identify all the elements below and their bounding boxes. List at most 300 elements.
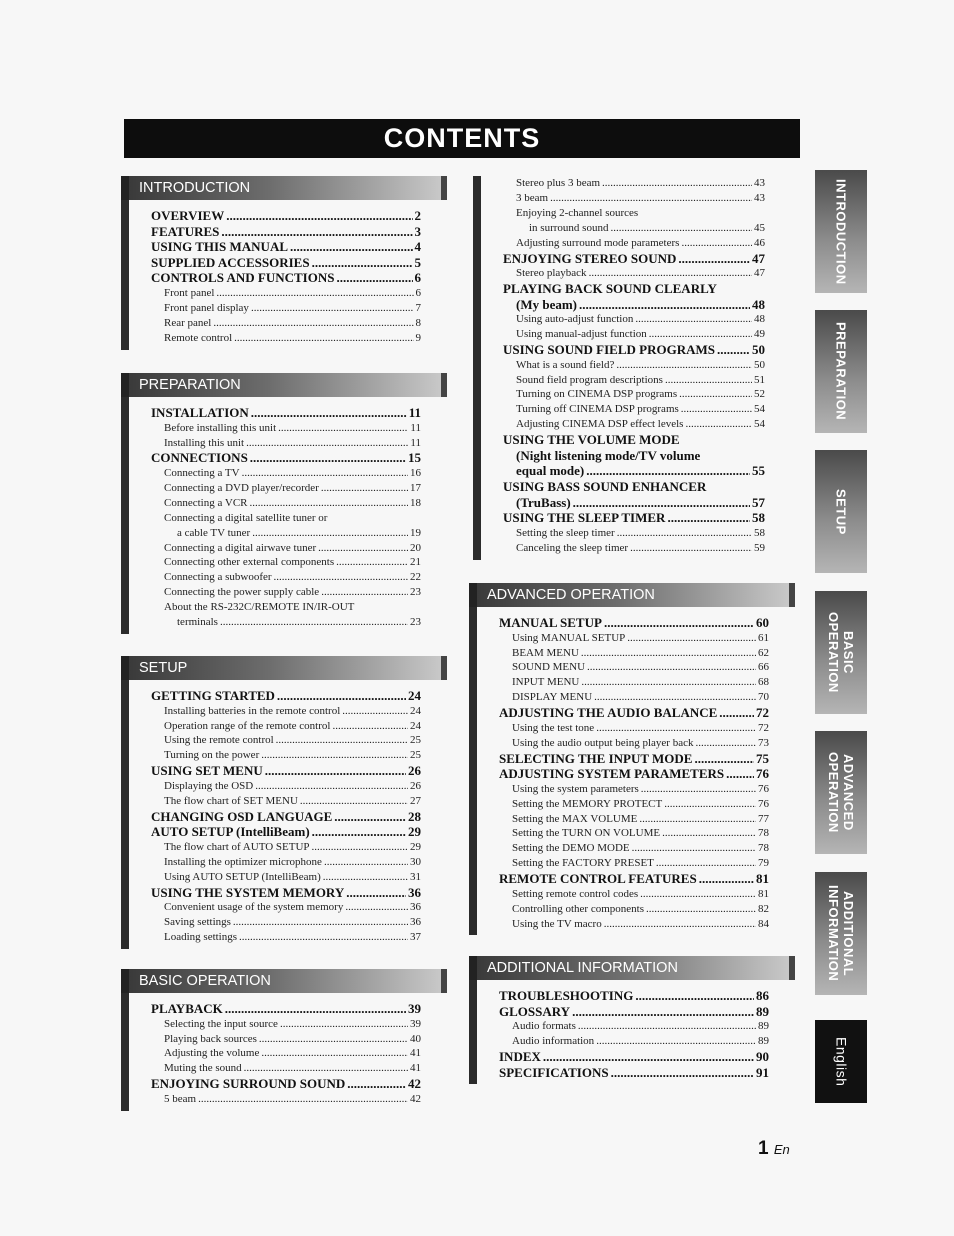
toc-entry-title: Connecting a DVD player/recorder: [164, 481, 319, 494]
toc-entry-page: 24: [408, 688, 421, 703]
section-body: [121, 993, 447, 1111]
toc-entry[interactable]: [151, 526, 421, 541]
toc-entry-title: Front panel: [164, 286, 215, 299]
toc-entry[interactable]: [151, 331, 421, 346]
toc-entry[interactable]: [151, 733, 421, 748]
toc-entry-page: 29: [408, 824, 421, 840]
leader-dots: [610, 221, 752, 236]
leader-dots: [198, 1092, 408, 1107]
toc-entry[interactable]: [503, 312, 765, 327]
toc-entry[interactable]: [151, 466, 421, 481]
toc-entry-title: CONNECTIONS: [151, 450, 248, 466]
tab-basic-operation[interactable]: [815, 591, 867, 714]
leader-dots: [220, 615, 408, 630]
toc-entry[interactable]: [499, 812, 769, 827]
leader-dots: [587, 660, 756, 675]
leader-dots: [261, 1046, 408, 1061]
leader-dots: [604, 615, 754, 631]
toc-entry[interactable]: [499, 826, 769, 841]
toc-entry[interactable]: [499, 705, 769, 721]
toc-entry[interactable]: [503, 387, 765, 402]
toc-entry-title: a cable TV tuner: [177, 526, 251, 539]
toc-entry-page: 50: [754, 358, 765, 371]
toc-entry-page: 37: [410, 930, 421, 943]
toc-entry[interactable]: [499, 1019, 769, 1034]
toc-entry[interactable]: [151, 208, 421, 224]
toc-entry[interactable]: [503, 373, 765, 388]
toc-entry[interactable]: [499, 782, 769, 797]
toc-entry[interactable]: [499, 871, 769, 887]
leader-dots: [656, 856, 756, 871]
toc-entry-title: Operation range of the remote control: [164, 719, 331, 732]
toc-entry-title: Stereo playback: [516, 267, 587, 280]
leader-dots: [255, 779, 408, 794]
toc-entry[interactable]: [151, 779, 421, 794]
leader-dots: [324, 855, 408, 870]
toc-entry[interactable]: [151, 301, 421, 316]
tab-label: ADVANCED OPERATION: [826, 752, 856, 833]
leader-dots: [323, 870, 408, 885]
tab-label: SETUP: [833, 488, 849, 535]
toc-entry-title: SELECTING THE INPUT MODE: [499, 750, 693, 766]
page-number: [758, 1138, 790, 1160]
toc-entry[interactable]: [151, 1046, 421, 1061]
toc-entry-title: Setting the MEMORY PROTECT: [512, 797, 663, 810]
tab-english[interactable]: [815, 1020, 867, 1103]
section-body: [469, 607, 795, 935]
toc-entry[interactable]: [503, 402, 765, 417]
leader-dots: [681, 236, 752, 251]
toc-entry-page: 42: [408, 1076, 421, 1092]
tab-advanced-operation[interactable]: [815, 731, 867, 854]
leader-dots: [632, 841, 756, 856]
toc-entry[interactable]: [503, 541, 765, 556]
tab-label: BASIC OPERATION: [826, 612, 856, 693]
toc-entry[interactable]: [503, 327, 765, 342]
toc-entry[interactable]: [499, 675, 769, 690]
toc-entry[interactable]: [151, 840, 421, 855]
toc-entry-title: Stereo plus 3 beam: [516, 177, 601, 189]
toc-entry[interactable]: [503, 236, 765, 251]
toc-entry[interactable]: [499, 988, 769, 1004]
toc-entry-page: 89: [756, 1003, 769, 1019]
toc-entry-page: 40: [410, 1032, 421, 1045]
tab-additional-information[interactable]: [815, 872, 867, 995]
toc-entry-title: The flow chart of SET MENU: [164, 794, 298, 807]
leader-dots: [550, 191, 752, 206]
toc-entry-page: 43: [754, 177, 765, 189]
toc-entry[interactable]: [151, 1017, 421, 1032]
toc-entry-title: Setting the TURN ON VOLUME: [512, 827, 661, 840]
toc-entry-title: Using the TV macro: [512, 917, 602, 930]
toc-entry-page: 59: [754, 541, 765, 554]
toc-entry[interactable]: [499, 1034, 769, 1049]
toc-entry[interactable]: [151, 1061, 421, 1076]
section-body: [473, 176, 791, 560]
toc-entry-page: 26: [410, 779, 421, 792]
leader-dots: [640, 887, 756, 902]
toc-entry[interactable]: [499, 721, 769, 736]
leader-dots: [244, 1061, 408, 1076]
toc-entry-title: Audio information: [512, 1035, 595, 1048]
toc-entry[interactable]: [151, 809, 421, 825]
toc-entry-page: 50: [752, 342, 765, 358]
section-body: [469, 980, 795, 1084]
tab-preparation[interactable]: [815, 310, 867, 433]
toc-entry-page: 86: [756, 988, 769, 1003]
leader-dots: [579, 297, 750, 313]
toc-entry-title: PLAYBACK: [151, 1001, 223, 1016]
toc-entry-page: 41: [410, 1062, 421, 1075]
section-heading: INTRODUCTION: [121, 176, 447, 200]
toc-entry-title: AUTO SETUP (IntelliBeam): [151, 824, 310, 840]
toc-entry[interactable]: [151, 555, 421, 570]
toc-entry[interactable]: [151, 255, 421, 271]
toc-entry[interactable]: [499, 660, 769, 675]
toc-entry[interactable]: [151, 496, 421, 511]
leader-dots: [635, 312, 752, 327]
toc-entry-title: Setting the sleep timer: [516, 526, 615, 539]
toc-entry-title: Installing batteries in the remote control: [164, 704, 341, 717]
toc-entry-title: Before installing this unit: [164, 421, 277, 434]
toc-entry-page: 30: [410, 855, 421, 868]
toc-entry-page: 24: [410, 719, 421, 732]
toc-entry-page: 7: [415, 301, 421, 314]
toc-entry-title: USING THIS MANUAL: [151, 239, 289, 255]
toc-entry-page: 45: [754, 221, 765, 234]
leader-dots: [334, 809, 406, 825]
leader-dots: [276, 733, 408, 748]
toc-entry[interactable]: [151, 930, 421, 945]
leader-dots: [573, 495, 750, 511]
section-heading: ADDITIONAL INFORMATION: [469, 956, 795, 980]
toc-entry[interactable]: [503, 479, 765, 495]
toc-entry-title: PLAYING BACK SOUND CLEARLY: [503, 281, 717, 297]
toc-entry-page: 39: [408, 1001, 421, 1016]
toc-entry-page: 47: [754, 267, 765, 280]
toc-entry-page: 52: [754, 388, 765, 401]
toc-entry-page: 51: [754, 373, 765, 386]
toc-entry-title: Turning on CINEMA DSP programs: [516, 388, 678, 401]
toc-entry-title: ENJOYING STEREO SOUND: [503, 250, 677, 266]
toc-entry[interactable]: [503, 526, 765, 541]
toc-entry-title: Turning off CINEMA DSP programs: [516, 403, 679, 416]
toc-entry-page: 72: [758, 721, 769, 734]
leader-dots: [278, 421, 408, 436]
toc-entry-title: INPUT MENU: [512, 676, 580, 689]
toc-entry-page: 36: [408, 884, 421, 900]
toc-entry[interactable]: [151, 224, 421, 240]
toc-entry-title: Installing this unit: [164, 436, 245, 449]
section-basic-operation-cont: [473, 176, 791, 560]
toc-entry[interactable]: [499, 841, 769, 856]
toc-entry[interactable]: [151, 704, 421, 719]
toc-entry[interactable]: [503, 206, 765, 221]
leader-dots: [665, 373, 752, 388]
toc-entry[interactable]: [151, 286, 421, 301]
leader-dots: [616, 358, 752, 373]
leader-dots: [251, 301, 414, 316]
toc-entry-title: Turning on the power: [164, 749, 260, 762]
toc-entry-title: What is a sound field?: [516, 358, 615, 371]
toc-entry[interactable]: [499, 646, 769, 661]
toc-entry[interactable]: [499, 751, 769, 767]
toc-entry-title: SUPPLIED ACCESSORIES: [151, 254, 310, 270]
toc-entry-title: Using manual-adjust function: [516, 328, 647, 341]
leader-dots: [250, 450, 406, 466]
toc-entry[interactable]: [499, 690, 769, 705]
toc-entry-title: Setting the MAX VOLUME: [512, 812, 638, 825]
toc-entry[interactable]: [503, 510, 765, 526]
toc-entry-page: 23: [410, 586, 421, 599]
toc-entry[interactable]: [151, 1032, 421, 1047]
leader-dots: [321, 585, 408, 600]
leader-dots: [332, 719, 408, 734]
toc-entry-title: CONTROLS AND FUNCTIONS: [151, 270, 335, 286]
toc-entry-title: USING THE SLEEP TIMER: [503, 510, 666, 526]
toc-entry[interactable]: [499, 917, 769, 932]
toc-entry-page: 73: [758, 736, 769, 749]
toc-entry[interactable]: [151, 885, 421, 901]
toc-entry-title: 3 beam: [516, 191, 549, 204]
toc-entry[interactable]: [503, 281, 765, 297]
leader-dots: [252, 526, 408, 541]
toc-entry-title: USING THE VOLUME MODE: [503, 432, 680, 448]
toc-entry[interactable]: [151, 421, 421, 436]
toc-entry-page: 8: [415, 316, 421, 329]
toc-entry[interactable]: [151, 855, 421, 870]
toc-entry-page: 11: [408, 405, 421, 420]
toc-entry[interactable]: [499, 615, 769, 631]
toc-entry-page: 6: [414, 270, 421, 286]
toc-entry[interactable]: [503, 297, 765, 313]
toc-entry-title: MANUAL SETUP: [499, 615, 602, 630]
toc-entry[interactable]: [499, 766, 769, 782]
toc-entry-title: equal mode): [516, 463, 585, 479]
section-advanced-operation: [469, 583, 795, 935]
toc-entry[interactable]: [503, 221, 765, 236]
toc-entry-page: 4: [414, 239, 421, 255]
leader-dots: [216, 286, 413, 301]
toc-entry[interactable]: [151, 239, 421, 255]
leader-dots: [543, 1049, 754, 1065]
toc-entry[interactable]: [151, 794, 421, 809]
toc-entry-title: Sound field program descriptions: [516, 373, 663, 386]
tab-introduction[interactable]: [815, 170, 867, 293]
toc-entry[interactable]: [151, 688, 421, 704]
leader-dots: [346, 885, 406, 901]
toc-entry-title: INSTALLATION: [151, 405, 249, 420]
toc-entry-title: Adjusting the volume: [164, 1047, 260, 1060]
toc-entry[interactable]: [151, 900, 421, 915]
toc-entry-title: Using auto-adjust function: [516, 313, 634, 326]
leader-dots: [312, 255, 413, 271]
toc-entry[interactable]: [151, 824, 421, 840]
toc-entry[interactable]: [503, 358, 765, 373]
toc-entry[interactable]: [503, 448, 765, 464]
leader-dots: [336, 270, 412, 286]
leader-dots: [639, 812, 756, 827]
toc-entry[interactable]: [499, 631, 769, 646]
leader-dots: [664, 797, 756, 812]
toc-entry[interactable]: [151, 405, 421, 421]
toc-entry-title: Displaying the OSD: [164, 779, 254, 792]
toc-entry-title: ENJOYING SURROUND SOUND: [151, 1076, 346, 1092]
toc-entry-page: 15: [408, 450, 421, 466]
toc-entry-page: 54: [754, 418, 765, 431]
toc-entry[interactable]: [151, 270, 421, 286]
leader-dots: [726, 766, 754, 782]
toc-entry[interactable]: [503, 251, 765, 267]
toc-entry[interactable]: [151, 511, 421, 526]
toc-entry[interactable]: [499, 856, 769, 871]
toc-entry[interactable]: [151, 870, 421, 885]
toc-entry-page: 20: [410, 541, 421, 554]
leader-dots: [226, 208, 412, 224]
toc-entry[interactable]: [151, 316, 421, 331]
leader-dots: [265, 763, 406, 779]
toc-entry[interactable]: [503, 432, 765, 448]
toc-entry[interactable]: [503, 495, 765, 511]
toc-entry[interactable]: [151, 600, 421, 615]
toc-entry-title: Selecting the input source: [164, 1017, 278, 1030]
toc-entry[interactable]: [503, 176, 765, 191]
leader-dots: [681, 402, 752, 417]
toc-entry-title: Controlling other components: [512, 902, 644, 915]
contents-banner: CONTENTS: [124, 119, 800, 158]
toc-entry-page: 55: [752, 463, 765, 479]
toc-entry-title: 5 beam: [164, 1092, 197, 1105]
toc-entry[interactable]: [151, 748, 421, 763]
tab-setup[interactable]: [815, 450, 867, 573]
leader-dots: [321, 481, 408, 496]
leader-dots: [678, 251, 750, 267]
toc-entry[interactable]: [503, 191, 765, 206]
toc-entry-page: 9: [415, 331, 421, 344]
toc-entry[interactable]: [503, 463, 765, 479]
leader-dots: [662, 826, 756, 841]
leader-dots: [699, 871, 754, 887]
toc-entry-title: Muting the sound: [164, 1062, 242, 1075]
toc-entry[interactable]: [499, 1049, 769, 1065]
toc-entry-page: 57: [752, 494, 765, 510]
toc-entry[interactable]: [151, 915, 421, 930]
leader-dots: [345, 900, 408, 915]
leader-dots: [717, 342, 750, 358]
leader-dots: [312, 840, 408, 855]
leader-dots: [274, 570, 408, 585]
toc-entry[interactable]: [499, 1065, 769, 1081]
leader-dots: [594, 690, 756, 705]
leader-dots: [225, 1001, 406, 1017]
leader-dots: [695, 736, 756, 751]
toc-entry[interactable]: [151, 450, 421, 466]
toc-entry[interactable]: [499, 736, 769, 751]
toc-entry[interactable]: [151, 615, 421, 630]
toc-entry-title: Connecting a digital airwave tuner: [164, 541, 317, 554]
toc-entry-title: ADJUSTING SYSTEM PARAMETERS: [499, 766, 725, 782]
leader-dots: [234, 331, 413, 346]
toc-entry-page: 70: [758, 691, 769, 704]
toc-entry[interactable]: [151, 719, 421, 734]
toc-entry-title: SPECIFICATIONS: [499, 1064, 609, 1080]
toc-entry-page: 78: [758, 827, 769, 840]
toc-entry[interactable]: [151, 763, 421, 779]
toc-entry-title: Connecting a subwoofer: [164, 571, 272, 584]
toc-entry[interactable]: [151, 1076, 421, 1092]
leader-dots: [300, 794, 408, 809]
leader-dots: [589, 266, 752, 281]
toc-entry[interactable]: [151, 1001, 421, 1017]
toc-entry-title: Playing back sources: [164, 1032, 257, 1045]
toc-entry-page: 11: [410, 421, 421, 434]
toc-entry[interactable]: [503, 417, 765, 432]
leader-dots: [347, 1076, 406, 1092]
leader-dots: [250, 496, 408, 511]
toc-entry-page: 81: [758, 887, 769, 900]
toc-entry-title: (Night listening mode/TV volume: [516, 447, 701, 463]
toc-entry[interactable]: [151, 541, 421, 556]
toc-entry-page: 54: [754, 403, 765, 416]
toc-entry[interactable]: [499, 797, 769, 812]
toc-entry[interactable]: [151, 570, 421, 585]
toc-entry-title: Setting the FACTORY PRESET: [512, 857, 654, 870]
section-introduction: [121, 176, 447, 350]
toc-entry-page: 18: [410, 496, 421, 509]
tab-label: PREPARATION: [833, 322, 849, 421]
toc-entry-title: Connecting the power supply cable: [164, 586, 320, 599]
toc-entry[interactable]: [151, 481, 421, 496]
toc-entry[interactable]: [503, 342, 765, 358]
toc-entry-title: FEATURES: [151, 223, 220, 239]
toc-entry-page: 22: [410, 571, 421, 584]
toc-entry-title: (TruBass): [516, 494, 571, 510]
toc-entry-title: Using MANUAL SETUP: [512, 631, 626, 644]
toc-entry[interactable]: [499, 887, 769, 902]
leader-dots: [646, 902, 756, 917]
toc-entry[interactable]: [151, 585, 421, 600]
toc-entry-title: USING SET MENU: [151, 763, 263, 779]
toc-entry-page: 29: [410, 840, 421, 853]
toc-entry-title: Using the system parameters: [512, 782, 639, 795]
toc-entry-title: Front panel display: [164, 301, 249, 314]
toc-entry[interactable]: [499, 1004, 769, 1020]
section-body: [121, 200, 447, 350]
toc-entry-title: Rear panel: [164, 316, 212, 329]
toc-entry-page: 26: [408, 763, 421, 779]
toc-entry[interactable]: [151, 1092, 421, 1107]
toc-entry[interactable]: [503, 266, 765, 281]
toc-entry-title: USING BASS SOUND ENHANCER: [503, 478, 707, 494]
leader-dots: [259, 1032, 408, 1047]
leader-dots: [318, 541, 408, 556]
toc-entry-page: 82: [758, 902, 769, 915]
section-heading: PREPARATION: [121, 373, 447, 397]
toc-entry-page: 39: [410, 1017, 421, 1030]
toc-entry-page: 3: [414, 223, 421, 239]
toc-entry-title: Connecting a digital satellite tuner or: [164, 511, 328, 524]
toc-entry-title: Setting the DEMO MODE: [512, 842, 630, 855]
toc-entry-page: 78: [758, 842, 769, 855]
toc-entry[interactable]: [151, 436, 421, 451]
toc-entry-title: Connecting a TV: [164, 467, 240, 479]
toc-entry-page: 48: [754, 313, 765, 326]
toc-entry-title: REMOTE CONTROL FEATURES: [499, 871, 697, 887]
leader-dots: [596, 721, 756, 736]
toc-entry[interactable]: [499, 902, 769, 917]
leader-dots: [635, 988, 754, 1004]
toc-entry-page: 42: [410, 1092, 421, 1105]
